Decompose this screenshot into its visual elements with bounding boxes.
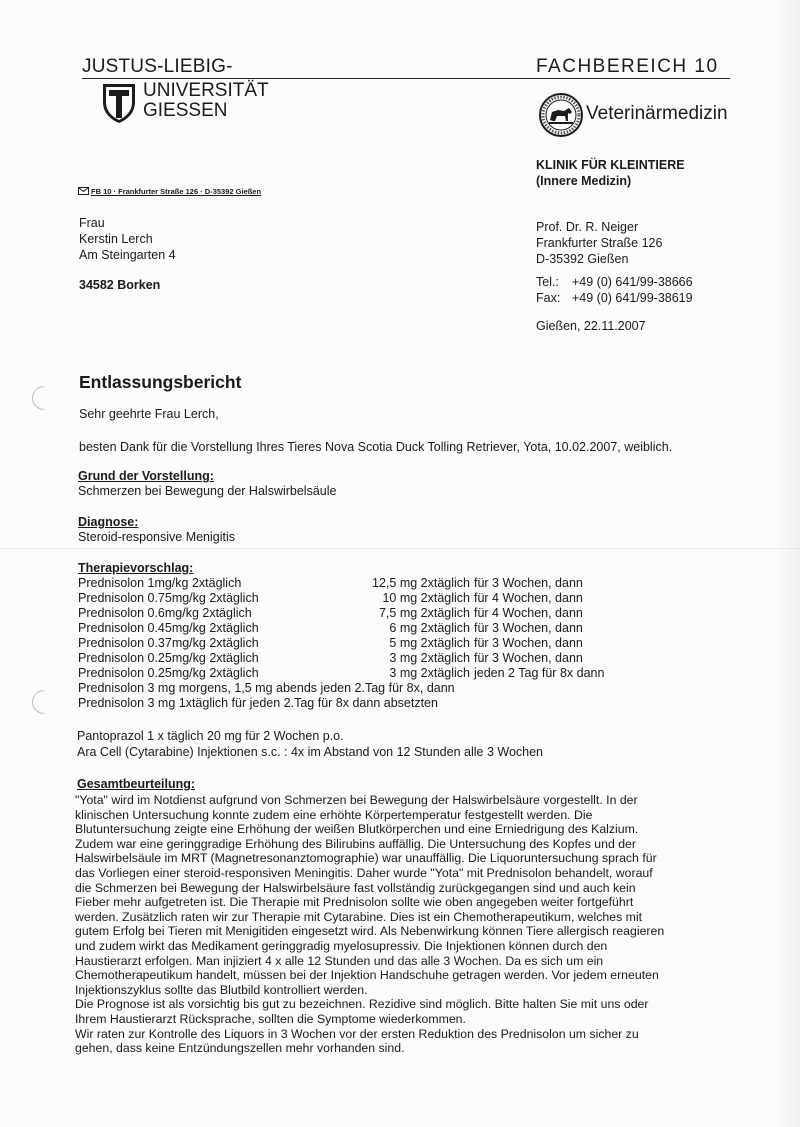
therapy-duration: für 3 Wochen, dann [474,636,583,650]
telephone-label: Tel.: [536,275,559,289]
letter-date: Gießen, 22.11.2007 [536,319,646,333]
recipient-salutation: Frau [79,216,105,230]
contact-block [536,219,662,267]
gesamt-line: "Yota" wird im Notdienst aufgrund von Schmerzen bei Bewegung der Halswirbelsäure vorgestellt. In der [75,793,638,807]
therapy-drug: Prednisolon 1mg/kg 2xtäglich [78,576,242,590]
therapy-dose: 3 mg 2xtäglich [389,666,470,680]
therapy-dose: 3 mg 2xtäglich [389,651,470,665]
grund-text: Schmerzen bei Bewegung der Halswirbelsäule [78,484,337,498]
therapy-duration: für 3 Wochen, dann [474,651,583,665]
gesamt-line: klinischen Untersuchung konnte zudem eine erhöhte Körpertemperatur festgestellt werden. Die [75,807,593,822]
header-rule [82,78,730,79]
therapy-duration: für 4 Wochen, dann [474,591,583,605]
gesamt-line: gutem Erfolg bei Tieren mit Menigitiden eingesetzt wird. Als Nebenwirkung können Tiere allergisch reagieren [75,924,665,939]
gesamt-line: die Schmerzen bei Bewegung der Halswirbelsäure fast vollständig zurückgegangen sind und auch kein [75,880,636,895]
letter-salutation: Sehr geehrte Frau Lerch, [79,407,219,421]
diagnose-text: Steroid-responsive Menigitis [78,530,236,544]
phone-block [536,274,693,306]
gesamt-line: Chemotherapeutikum handelt, müssen bei der Injektion Handschuhe getragen werden. Vor jedem erneuten [75,968,659,983]
therapy-duration: jeden 2 Tag für 8x dann [474,666,605,680]
grund-heading: Grund der Vorstellung: [78,469,214,483]
contact-name: Prof. Dr. R. Neiger [536,220,639,234]
gesamt-line: werden. Zusätzlich raten wir zur Therapie mit Cytarabine. Dies ist ein Chemotherapeutikum, welches mit [75,909,643,924]
sender-return-address-text: FB 10 · Frankfurter Straße 126 · D-35392 Gießen [91,187,262,196]
therapy-drug: Prednisolon 0.25mg/kg 2xtäglich [78,651,259,665]
therapy-dose: 7,5 mg 2xtäglich [378,606,470,620]
therapie-heading: Therapievorschlag: [78,561,194,575]
envelope-icon [78,187,89,195]
gesamt-line: Die Prognose ist als vorsichtig bis gut zu bezeichnen. Rezidive sind möglich. Bitte halten Sie mit uns oder [75,997,649,1012]
fax-row [536,290,693,306]
recipient-address [79,215,176,263]
fax-label: Fax: [536,291,561,305]
telephone-number: +49 (0) 641/99-38666 [572,275,693,289]
document-title: Entlassungsbericht [79,372,242,392]
gesamt-line: und zudem wirkt das Medikament geringgradig myelosupressiv. Die Injektionen können durch den [75,938,608,953]
contact-city: D-35392 Gießen [536,252,629,266]
page-edge-shadow [772,0,800,1127]
gesamt-line: Halswirbelsäule im MRT (Magnetresonanztomographie) war unauffällig. Die Liquoruntersuchung sprach für [75,851,657,866]
gesamt-line: Fieber mehr aufgetreten ist. Die Therapie mit Prednisolon sollte wie oben angegeben weiter fortgeführt [75,895,634,910]
punch-hole-bottom [27,685,61,719]
gesamt-line: das Vorliegen einer steroid-responsiven Meningitis. Daher wurde "Yota" mit Prednisolon behandelt, worauf [75,865,653,880]
recipient-name: Kerstin Lerch [79,232,153,246]
therapy-dose: 5 mg 2xtäglich [389,636,470,650]
faculty-name: Veterinärmedizin [586,103,728,124]
therapy-drug: Prednisolon 0.45mg/kg 2xtäglich [78,621,259,635]
therapy-line: Prednisolon 3 mg 1xtäglich für jeden 2.Tag für 8x dann absetzten [78,696,438,710]
therapy-drug: Prednisolon 0.37mg/kg 2xtäglich [78,636,259,650]
paper-fold [0,548,800,549]
clinic-name [536,157,685,189]
therapy-extra-pantoprazol: Pantoprazol 1 x täglich 20 mg für 2 Wochen p.o. [77,729,344,743]
recipient-street: Am Steingarten 4 [79,248,176,262]
fax-number: +49 (0) 641/99-38619 [572,291,693,305]
therapy-drug: Prednisolon 0.25mg/kg 2xtäglich [78,666,259,680]
clinic-name-line1: KLINIK FÜR KLEINTIERE [536,158,685,172]
gesamt-line: Zudem war eine geringgradige Erhöhung des Bilirubins auffällig. Die Untersuchung des Kopfes und der [75,836,636,851]
recipient-city: 34582 Borken [79,278,161,292]
punch-hole-top [27,381,61,415]
university-name-line1: JUSTUS-LIEBIG- [82,56,233,77]
gesamt-heading: Gesamtbeurteilung: [77,777,196,791]
gesamt-line: gehen, dass keine Entzündungszellen mehr vorhanden sind. [75,1041,405,1056]
university-name-line2: UNIVERSITÄT [143,80,269,101]
contact-street: Frankfurter Straße 126 [536,236,663,250]
diagnose-heading: Diagnose: [78,515,139,529]
university-name-line3: GIESSEN [143,100,228,121]
sender-return-address [78,187,261,196]
therapy-extra-cytarabine: Ara Cell (Cytarabine) Injektionen s.c. : 4x im Abstand von 12 Stunden alle 3 Wochen [77,745,543,759]
therapy-drug: Prednisolon 0.6mg/kg 2xtäglich [78,606,252,620]
jlu-t-shield-logo [101,82,137,124]
gesamt-line: Ihrem Haustierarzt Rücksprache, sollten die Symptome wiederkommen. [75,1011,466,1026]
therapy-dose: 6 mg 2xtäglich [389,621,470,635]
gesamt-line: Blutuntersuchung zeigte eine Erhöhung der weißen Blutkörperchen und eine Erniedrigung des Kalzium. [75,822,639,837]
therapy-dose: 10 mg 2xtäglich [382,591,470,605]
veterinary-seal-logo [538,92,584,138]
telephone-row [536,274,693,290]
therapy-line: Prednisolon 3 mg morgens, 1,5 mg abends jeden 2.Tag für 8x, dann [78,681,455,695]
department-heading: FACHBEREICH 10 [536,56,719,77]
therapy-dose: 12,5 mg 2xtäglich [372,576,470,590]
therapy-drug: Prednisolon 0.75mg/kg 2xtäglich [78,591,259,605]
letter-intro: besten Dank für die Vorstellung Ihres Tieres Nova Scotia Duck Tolling Retriever, Yota, 10.02.2007, weiblich. [79,440,673,454]
clinic-name-line2: (Innere Medizin) [536,174,632,188]
gesamt-text [75,793,725,1056]
therapy-duration: für 3 Wochen, dann [474,576,583,590]
gesamt-line: Wir raten zur Kontrolle des Liquors in 3 Wochen vor der ersten Reduktion des Prednisolon um sicher zu [75,1026,639,1041]
gesamt-line: Haustierarzt erfolgen. Man injiziert 4 x alle 12 Stunden und das alle 3 Wochen. Da es sich um ein [75,953,604,968]
gesamt-line: Injektionszyklus sollte das Blutbild kontrolliert werden. [75,982,368,997]
therapy-duration: für 3 Wochen, dann [474,621,583,635]
therapy-duration: für 4 Wochen, dann [474,606,583,620]
